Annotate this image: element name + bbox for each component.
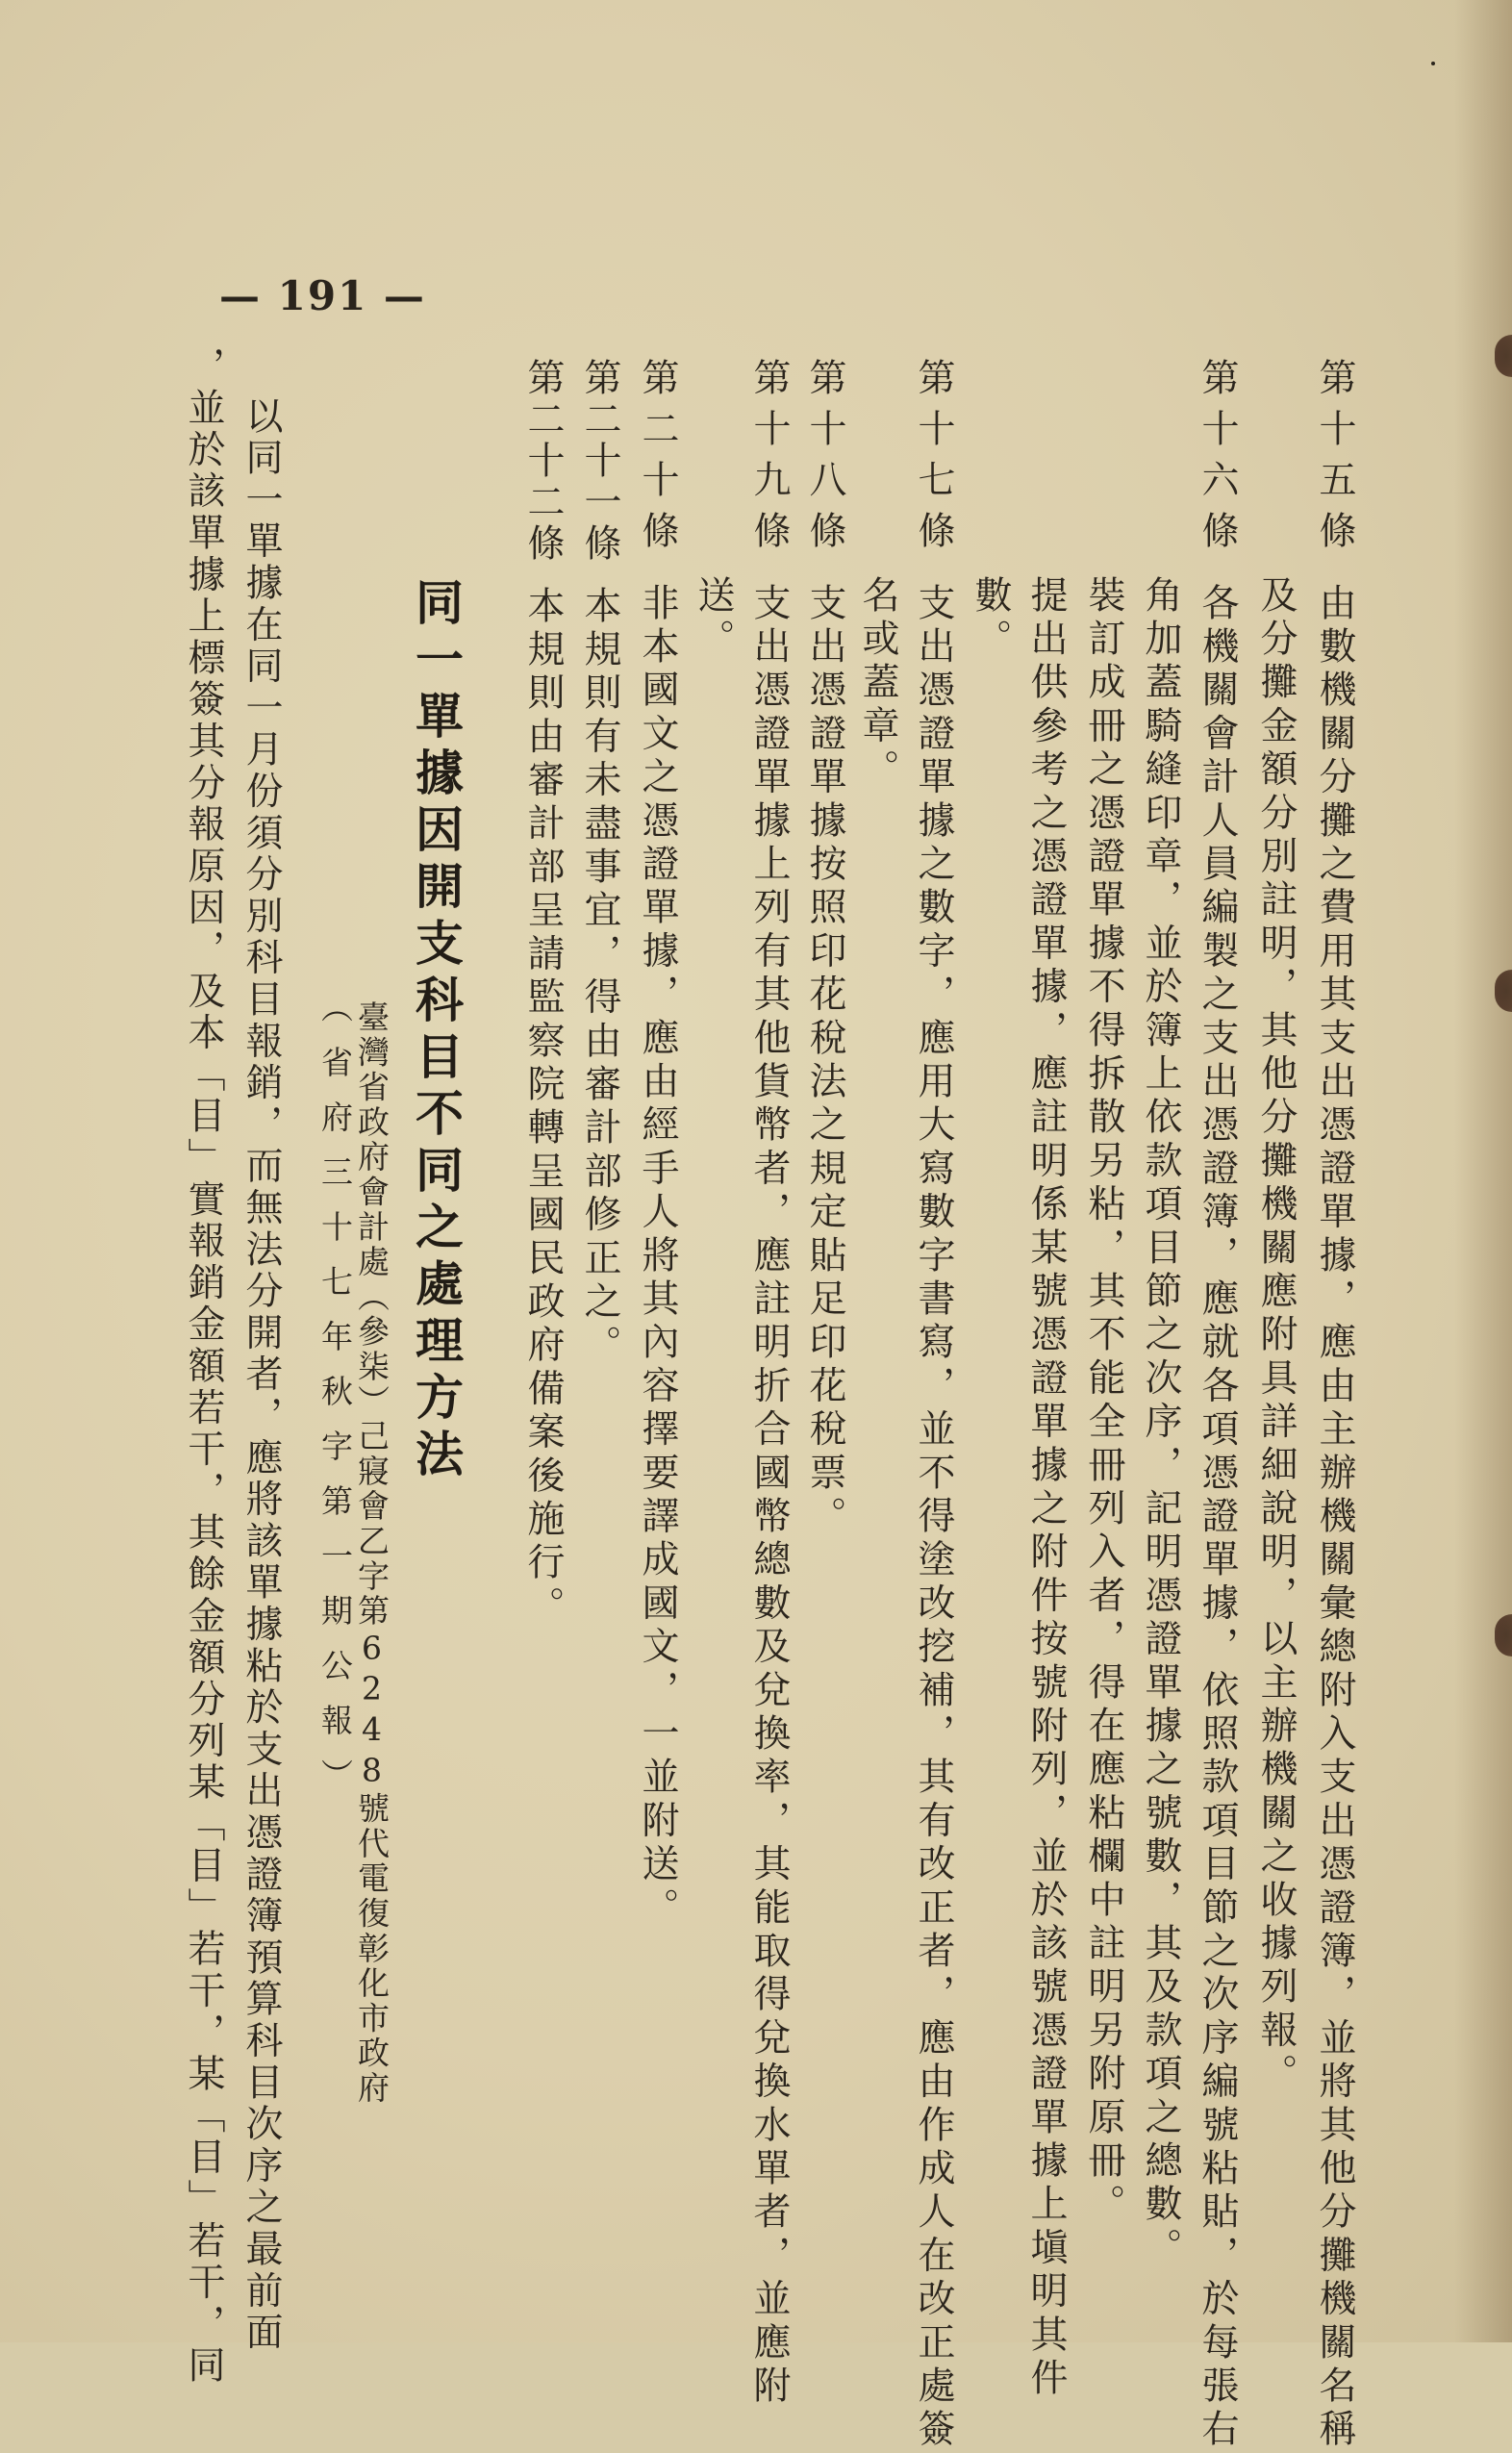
article-18-line-1: 第十八條支出憑證單據按照印花稅法之規定貼足印花稅票。 [803,358,846,1540]
article-16-line-3: 裝訂成冊之憑證單據不得拆散另粘，其不能全冊列入者，得在應粘欄中註明另附原冊。 [1082,575,1125,2228]
source-citation-line-2: （省府三十七年秋字第一期公報） [316,991,354,1813]
article-label: 第十九條 [747,358,791,562]
page-number: — 191 — [219,272,426,319]
section-title: 同一單據因開支科目不同之處理方法 [408,577,465,1485]
article-22-line-1: 第二十二條本規則由審計部呈請監察院轉呈國民政府備案後施行。 [521,358,565,1630]
article-label: 第十六條 [1196,358,1239,562]
article-15-line-1: 第十五條由數機關分攤之費用其支出憑證單據，應由主辦機關彙總附入支出憑證簿，並將其他分攤機關名稱 [1313,358,1356,2453]
article-label: 第二十條 [636,358,679,562]
ink-speck [1431,62,1435,65]
article-16-line-5: 數。 [969,575,1012,663]
article-label: 第十七條 [912,358,955,562]
section-body-line-1: 以同一單據在同一月份須分別科目報銷，而無法分開者，應將該單據粘於支出憑證簿預算科目次序之最前面 [239,396,283,2355]
article-label: 第二十一條 [578,358,621,565]
article-label: 第十八條 [803,358,846,562]
article-label: 第二十二條 [521,358,565,565]
article-20-line-1: 第二十條非本國文之憑證單據，應由經手人將其內容擇要譯成國文，一並附送。 [636,358,679,1932]
article-19-line-1: 第十九條支出憑證單據上列有其他貨幣者，應註明折合國幣總數及兌換率，其能取得兌換水單者，並應附 [747,358,791,2410]
binding-hole [1495,335,1512,377]
source-citation-line-1: 臺灣省政府會計處（參柒）己寢會乙字第6248號代電復彰化市政府 [353,1000,391,2107]
article-16-line-4: 提出供參考之憑證單據，應註明係某號憑證單據之附件按號附列，並於該號憑證單據上塡明其件 [1024,575,1068,2402]
article-16-line-1: 第十六條各機關會計人員編製之支出憑證簿，應就各項憑證單據，依照款項目節之次序編號粘貼，於每張右 [1196,358,1239,2453]
binding-hole [1495,970,1512,1012]
article-21-line-1: 第二十一條本規則有未盡事宜，得由審計部修正之。 [578,358,621,1369]
article-17-line-1: 第十七條支出憑證單據之數字，應用大寫數字書寫，並不得塗改挖補，其有改正者，應由作成人在改正處簽 [912,358,955,2453]
article-17-line-2: 名或蓋章。 [856,575,899,793]
article-label: 第十五條 [1313,358,1356,562]
binding-hole [1495,1614,1512,1656]
article-16-line-2: 角加蓋騎縫印章，並於簿上依款項目節之次序，記明憑證單據之號數，其及款項之總數。 [1139,575,1182,2271]
section-body-line-2: ，並於該單據上標簽其分報原因，及本「目」實報銷金額若干，其餘金額分列某「目」若干，某「目」若干，同 [182,346,225,2388]
article-15-line-2: 及分攤金額分別註明，其他分攤機關應附具詳細說明，以主辦機關之收據列報。 [1254,575,1298,2097]
article-19-line-2: 送。 [692,575,735,663]
